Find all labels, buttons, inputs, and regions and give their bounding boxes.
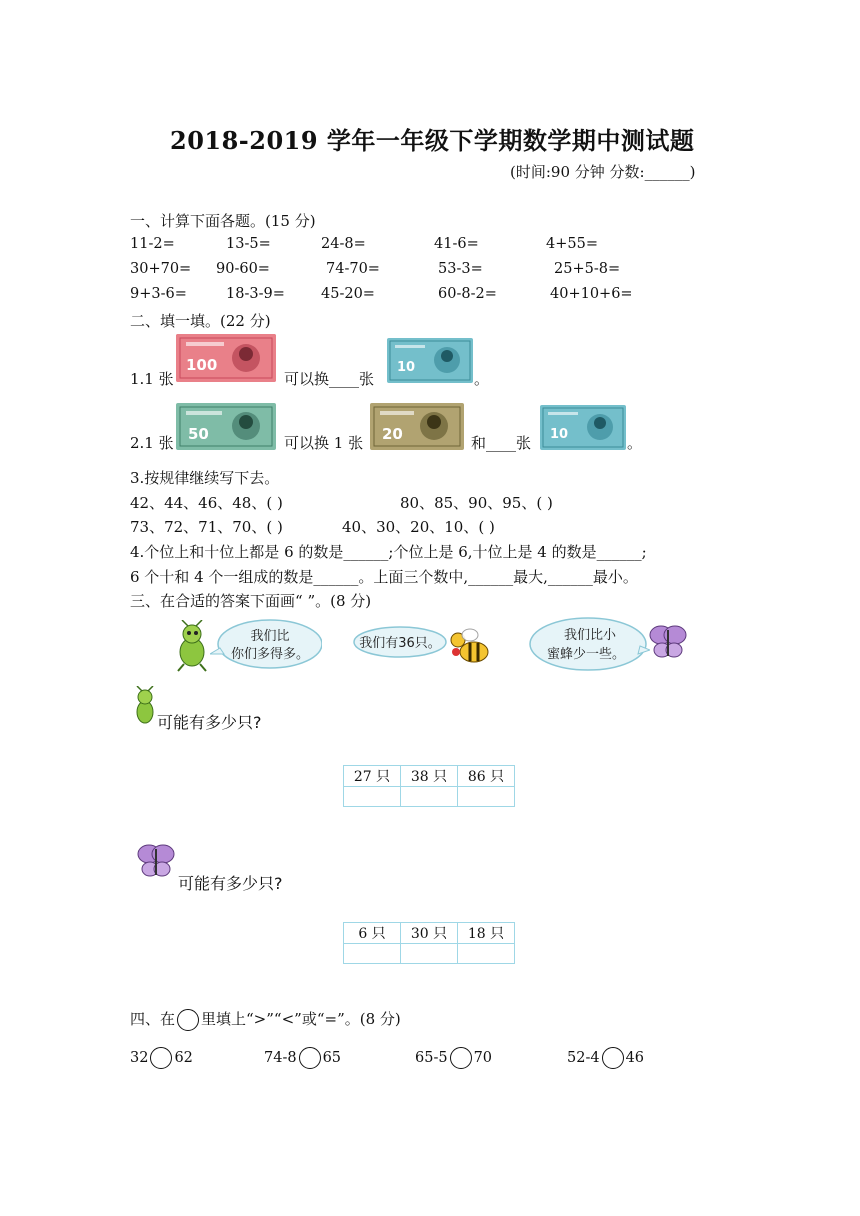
- compare-circle[interactable]: [150, 1047, 172, 1069]
- banknote-20-image: [370, 403, 464, 450]
- circle-blank-icon: [177, 1009, 199, 1031]
- q3-title: 3.按规律继续写下去。: [130, 469, 280, 487]
- q3-sequence: 73、72、71、70、( ): [130, 518, 283, 536]
- answer-cell[interactable]: [458, 944, 515, 964]
- calc-item: 30+70=: [130, 261, 192, 277]
- compare-item: [130, 1047, 193, 1069]
- question-text: 可能有多少只?: [157, 713, 262, 732]
- compare-item: [567, 1047, 644, 1069]
- speech-bubble: [352, 625, 452, 663]
- compare-circle[interactable]: [602, 1047, 624, 1069]
- q1-mid: 可以换____张: [284, 370, 375, 388]
- section4-heading-b: 里填上“>”“<”或“=”。(8 分): [201, 1010, 401, 1028]
- answer-option: 6 只: [344, 923, 401, 944]
- banknote-50-image: [176, 403, 276, 450]
- answer-option: 27 只: [344, 766, 401, 787]
- calc-item: 60-8-2=: [438, 286, 497, 302]
- section4-heading: [130, 1008, 401, 1031]
- compare-left: 65-5: [415, 1050, 448, 1066]
- calc-item: 40+10+6=: [550, 286, 633, 302]
- calc-item: 74-70=: [326, 261, 380, 277]
- bill-value: 10: [397, 360, 416, 375]
- compare-right: 65: [322, 1050, 342, 1066]
- q4-line2: 6 个十和 4 个一组成的数是______。上面三个数中,______最大,______最小。: [130, 568, 638, 586]
- compare-right: 70: [473, 1050, 493, 1066]
- calc-item: 4+55=: [546, 236, 598, 252]
- q3-sequence: 42、44、46、48、( ): [130, 494, 283, 512]
- banknote-100-image: [176, 334, 276, 382]
- calc-item: 24-8=: [321, 236, 366, 252]
- calc-item: 25+5-8=: [554, 261, 621, 277]
- answer-option: 86 只: [458, 766, 515, 787]
- bill-value: 100: [186, 356, 218, 374]
- compare-left: 32: [130, 1050, 149, 1066]
- calc-item: 13-5=: [226, 236, 271, 252]
- calc-item: 45-20=: [321, 286, 375, 302]
- compare-circle[interactable]: [450, 1047, 472, 1069]
- calc-item: 90-60=: [216, 261, 270, 277]
- calc-item: 53-3=: [438, 261, 483, 277]
- q3-sequence: 40、30、20、10、( ): [342, 518, 495, 536]
- compare-left: 52-4: [567, 1050, 600, 1066]
- answer-table: [343, 922, 515, 964]
- q3-sequence: 80、85、90、95、( ): [400, 494, 553, 512]
- bill-value: 50: [188, 425, 209, 443]
- answer-cell[interactable]: [401, 787, 458, 807]
- q2-mid: 可以换 1 张: [284, 434, 364, 452]
- banknote-10-image: [387, 338, 473, 383]
- section3-heading: 三、在合适的答案下面画“ ”。(8 分): [130, 592, 372, 610]
- speech-bubble: [528, 616, 650, 676]
- bill-value: 10: [550, 427, 569, 442]
- answer-option: 18 只: [458, 923, 515, 944]
- compare-right: 46: [625, 1050, 645, 1066]
- question-text: 可能有多少只?: [178, 874, 283, 893]
- answer-table: [343, 765, 515, 807]
- q4-line1: 4.个位上和十位上都是 6 的数是______;个位上是 6,十位上是 4 的数是______;: [130, 543, 647, 561]
- q2-end: 。: [627, 434, 643, 452]
- answer-cell[interactable]: [344, 787, 401, 807]
- page-title: 2018-2019 学年一年级下学期数学期中测试题: [170, 126, 695, 155]
- bee-icon: [448, 626, 492, 670]
- compare-circle[interactable]: [299, 1047, 321, 1069]
- q1-prefix: 1.1 张: [130, 370, 174, 388]
- section1-heading: 一、计算下面各题。(15 分): [130, 212, 316, 230]
- cricket-icon: [132, 686, 158, 730]
- bubble-text: 你们多得多。: [230, 647, 310, 662]
- section4-heading-a: 四、在: [130, 1010, 176, 1028]
- subtitle-time-score: (时间:90 分钟 分数:______): [510, 163, 696, 181]
- bubble-text: 我们比: [250, 629, 290, 644]
- bubble-text: 蜜蜂少一些。: [546, 647, 626, 662]
- q1-end: 。: [474, 370, 490, 388]
- section2-heading: 二、填一填。(22 分): [130, 312, 271, 330]
- calc-item: 11-2=: [130, 236, 175, 252]
- bill-value: 20: [382, 425, 403, 443]
- answer-option: 38 只: [401, 766, 458, 787]
- banknote-10-image: [540, 405, 626, 450]
- butterfly-icon: [648, 622, 688, 666]
- answer-cell[interactable]: [344, 944, 401, 964]
- bubble-text: 我们比小: [563, 628, 617, 643]
- compare-item: [264, 1047, 341, 1069]
- q2-and: 和____张: [471, 434, 532, 452]
- calc-item: 18-3-9=: [226, 286, 285, 302]
- answer-cell[interactable]: [401, 944, 458, 964]
- speech-bubble: [210, 618, 322, 674]
- q2-prefix: 2.1 张: [130, 434, 174, 452]
- compare-left: 74-8: [264, 1050, 297, 1066]
- answer-option: 30 只: [401, 923, 458, 944]
- bubble-text: 我们有36只。: [359, 636, 441, 651]
- calc-item: 9+3-6=: [130, 286, 187, 302]
- butterfly-icon: [136, 841, 176, 885]
- calc-item: 41-6=: [434, 236, 479, 252]
- compare-right: 62: [174, 1050, 193, 1066]
- answer-cell[interactable]: [458, 787, 515, 807]
- compare-item: [415, 1047, 492, 1069]
